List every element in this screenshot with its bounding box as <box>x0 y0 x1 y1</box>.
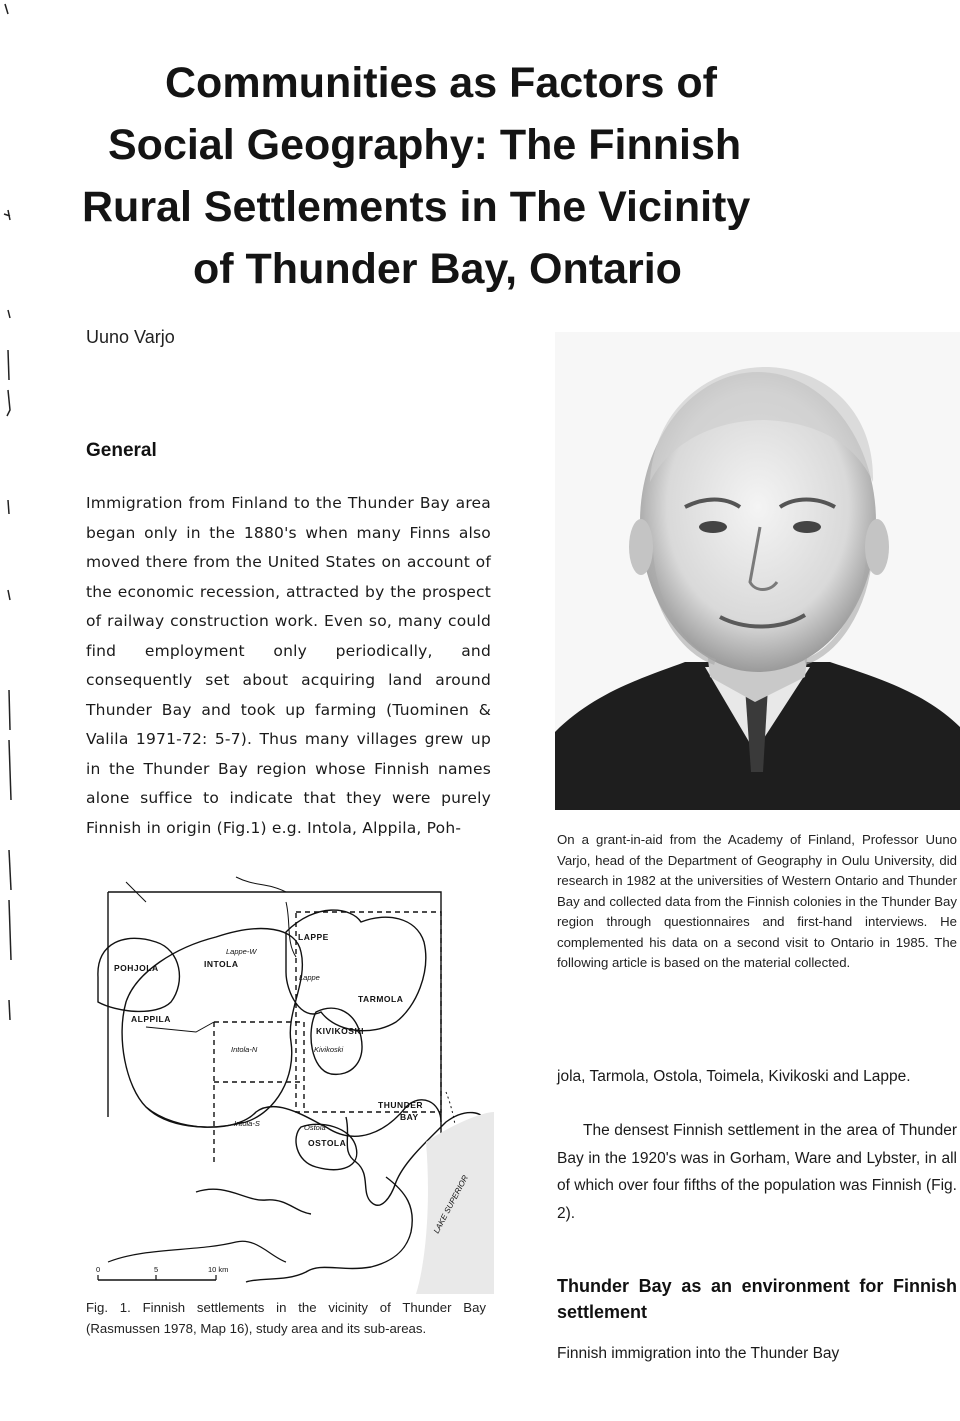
author-photo <box>555 332 960 810</box>
margin-scan-marks <box>0 0 20 1100</box>
map-label-intola-n: Intola-N <box>231 1045 258 1054</box>
map-label-lappe: LAPPE <box>298 932 329 942</box>
paragraph-1: Immigration from Finland to the Thunder Bay area began only in the 1880's when many Finns also moved there from the United States on account of the economic recession, attracted by the prospect of railway construction work. Even so, many could find employment only periodically, and consequently set about acquiring land around Thunder Bay and took up farming (Tuominen & Valila 1971-72: 5-7). Thus many villages grew up in the Thunder Bay region whose Finnish names alone suffice to indicate that they were purely Finnish in origin (Fig.1) e.g. Intola, Alppila, Poh- <box>86 494 491 837</box>
map-label-intola-s: Intola-S <box>234 1119 260 1128</box>
scale-label-10: 10 km <box>208 1265 229 1274</box>
scale-label-5: 5 <box>154 1265 159 1274</box>
title-line-1: Communities as Factors of <box>165 59 717 107</box>
map-label-bay: BAY <box>400 1112 419 1122</box>
paragraph-2: The densest Finnish settlement in the area of Thunder Bay in the 1920's was in Gorham, Ware and Lybster, in all of which over four fifths of the population was Finnish (Fig. 2). <box>557 1122 957 1222</box>
map-label-lake-superior: LAKE SUPERIOR <box>431 1173 471 1235</box>
paragraph-1-continued: jola, Tarmola, Ostola, Toimela, Kivikoski and Lappe. <box>557 1068 911 1085</box>
map-label-intola: INTOLA <box>204 959 239 969</box>
scale-label-0: 0 <box>96 1265 101 1274</box>
map-label-tarmola: TARMOLA <box>358 994 404 1004</box>
author-name: Uuno Varjo <box>86 327 175 347</box>
photo-caption: On a grant-in-aid from the Academy of Finland, Professor Uuno Varjo, head of the Department of Geography in Oulu University, did research in 1982 at the universities of Western Ontario and Thunder Bay and collected data from the Finnish colonies in the Thunder Bay region through questionnaires and first-hand interviews. He complemented his data on a second visit to Ontario in 1985. The following article is based on the material collected. <box>557 832 957 970</box>
map-label-pohjola: POHJOLA <box>114 963 159 973</box>
map-label-thunder: THUNDER <box>378 1100 424 1110</box>
map-label-kivikoski-small: Kivikoski <box>314 1045 344 1054</box>
title-line-3: Rural Settlements in The Vicinity <box>82 183 751 231</box>
map-label-lappe-small: Lappe <box>299 973 320 982</box>
map-label-ostola: OSTOLA <box>308 1138 347 1148</box>
map-label-ostola-small: Ostola <box>304 1123 326 1132</box>
map-label-kivikoski: KIVIKOSKI <box>316 1026 364 1036</box>
section-heading-general: General <box>86 440 157 461</box>
title-line-2: Social Geography: The Finnish <box>108 121 742 169</box>
map-label-lappe-w: Lappe-W <box>226 947 257 956</box>
paragraph-3-start: Finnish immigration into the Thunder Bay <box>557 1345 840 1362</box>
section-heading-environment: Thunder Bay as an environment for Finnish settlement <box>557 1276 957 1322</box>
settlement-map <box>86 862 494 1294</box>
map-label-alppila: ALPPILA <box>131 1014 171 1024</box>
article-title <box>70 52 950 300</box>
figure-1-caption: Fig. 1. Finnish settlements in the vicinity of Thunder Bay (Rasmussen 1978, Map 16), study area and its sub-areas. <box>86 1300 486 1336</box>
map-scale-bar <box>96 1265 228 1280</box>
title-line-4: of Thunder Bay, Ontario <box>193 245 682 293</box>
